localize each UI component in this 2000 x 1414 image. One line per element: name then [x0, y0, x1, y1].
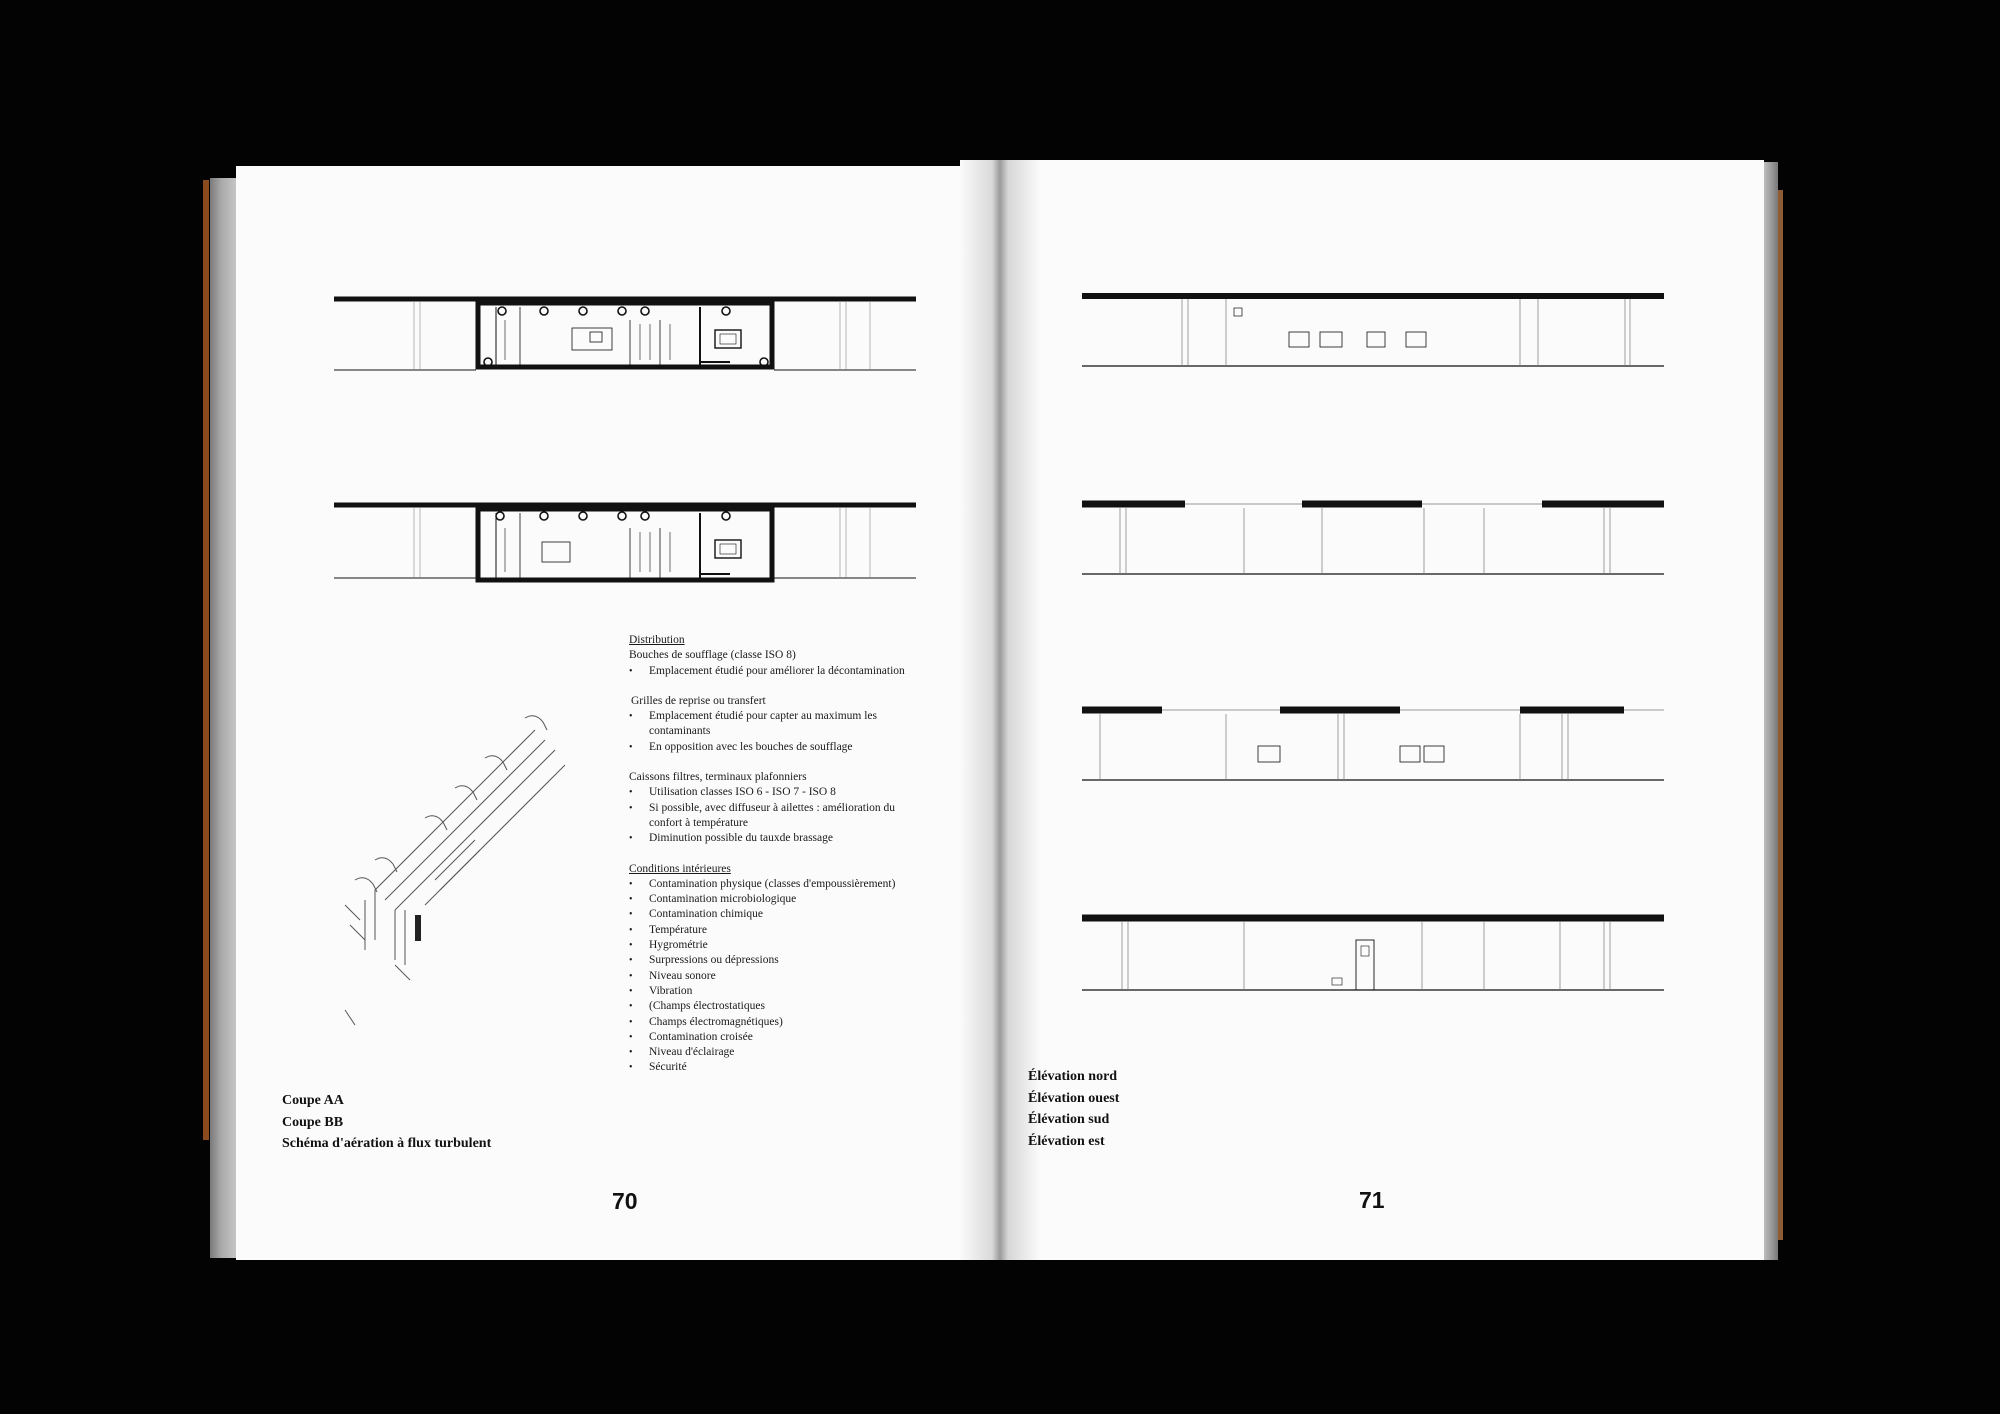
list-item: • Niveau d'éclairage	[629, 1045, 929, 1060]
list-item: • Contamination microbiologique	[629, 892, 929, 907]
list-item: • Hygrométrie	[629, 938, 929, 953]
list-item: • Contamination chimique	[629, 907, 929, 922]
list-item: • En opposition avec les bouches de soufflage	[629, 740, 929, 755]
section-drawing-aa	[330, 290, 920, 380]
notes-caissons-title: Caissons filtres, terminaux plafonniers	[629, 771, 807, 784]
list-item: • Sécurité	[629, 1060, 929, 1075]
elevation-nord-drawing	[1080, 288, 1666, 370]
caption-schema-aeration: Schéma d'aération à flux turbulent	[282, 1136, 492, 1151]
page-edge-left-orange	[203, 180, 209, 1140]
list-item: • Niveau sonore	[629, 969, 929, 984]
left-page-captions	[282, 1090, 491, 1155]
list-item: • Emplacement étudié pour améliorer la décontamination	[629, 664, 929, 679]
ventilation-isometric-diagram	[335, 710, 575, 1030]
caption-elevation-ouest: Élévation ouest	[1028, 1090, 1120, 1106]
notes-conditions	[629, 862, 929, 1076]
notes-distribution-subtitle: Bouches de soufflage (classe ISO 8)	[629, 649, 796, 662]
notes-distribution-title: Distribution	[629, 634, 685, 646]
caption-elevation-est: Élévation est	[1028, 1133, 1105, 1149]
list-item: • (Champs électrostatiques	[629, 999, 929, 1014]
caption-elevation-nord: Élévation nord	[1028, 1069, 1118, 1084]
notes-distribution	[629, 633, 929, 679]
list-item: • Température	[629, 923, 929, 938]
notes-grilles	[629, 694, 929, 755]
caption-coupe-bb: Coupe BB	[282, 1114, 344, 1130]
caption-elevation-sud: Élévation sud	[1028, 1112, 1110, 1127]
page-edge-left	[210, 178, 238, 1258]
section-drawing-bb	[330, 498, 920, 588]
page-number-right: 71	[1359, 1187, 1385, 1213]
list-item: • Contamination physique (classes d'empoussièrement)	[629, 877, 929, 892]
list-item: • Vibration	[629, 984, 929, 999]
list-item: • Si possible, avec diffuseur à ailettes : amélioration du confort à température	[629, 801, 929, 832]
list-item: • Utilisation classes ISO 6 - ISO 7 - ISO 8	[629, 785, 929, 800]
notes-grilles-title: Grilles de reprise ou transfert	[631, 694, 766, 707]
elevation-sud-drawing	[1080, 702, 1666, 784]
list-item: • Contamination croisée	[629, 1030, 929, 1045]
caption-coupe-aa: Coupe AA	[282, 1093, 344, 1108]
notes-caissons	[629, 770, 929, 846]
notes-conditions-title: Conditions intérieures	[629, 862, 731, 875]
right-page-captions	[1028, 1066, 1119, 1152]
list-item: • Diminution possible du tauxde brassage	[629, 831, 929, 846]
list-item: • Emplacement étudié pour capter au maximum les contaminants	[629, 709, 929, 740]
list-item: • Surpressions ou dépressions	[629, 953, 929, 968]
page-number-left: 70	[612, 1188, 638, 1214]
elevation-ouest-drawing	[1080, 494, 1666, 576]
list-item: • Champs électromagnétiques)	[629, 1015, 929, 1030]
page-edge-right-orange	[1778, 190, 1783, 1240]
ventilation-notes	[629, 633, 929, 1091]
elevation-est-drawing	[1080, 910, 1666, 992]
